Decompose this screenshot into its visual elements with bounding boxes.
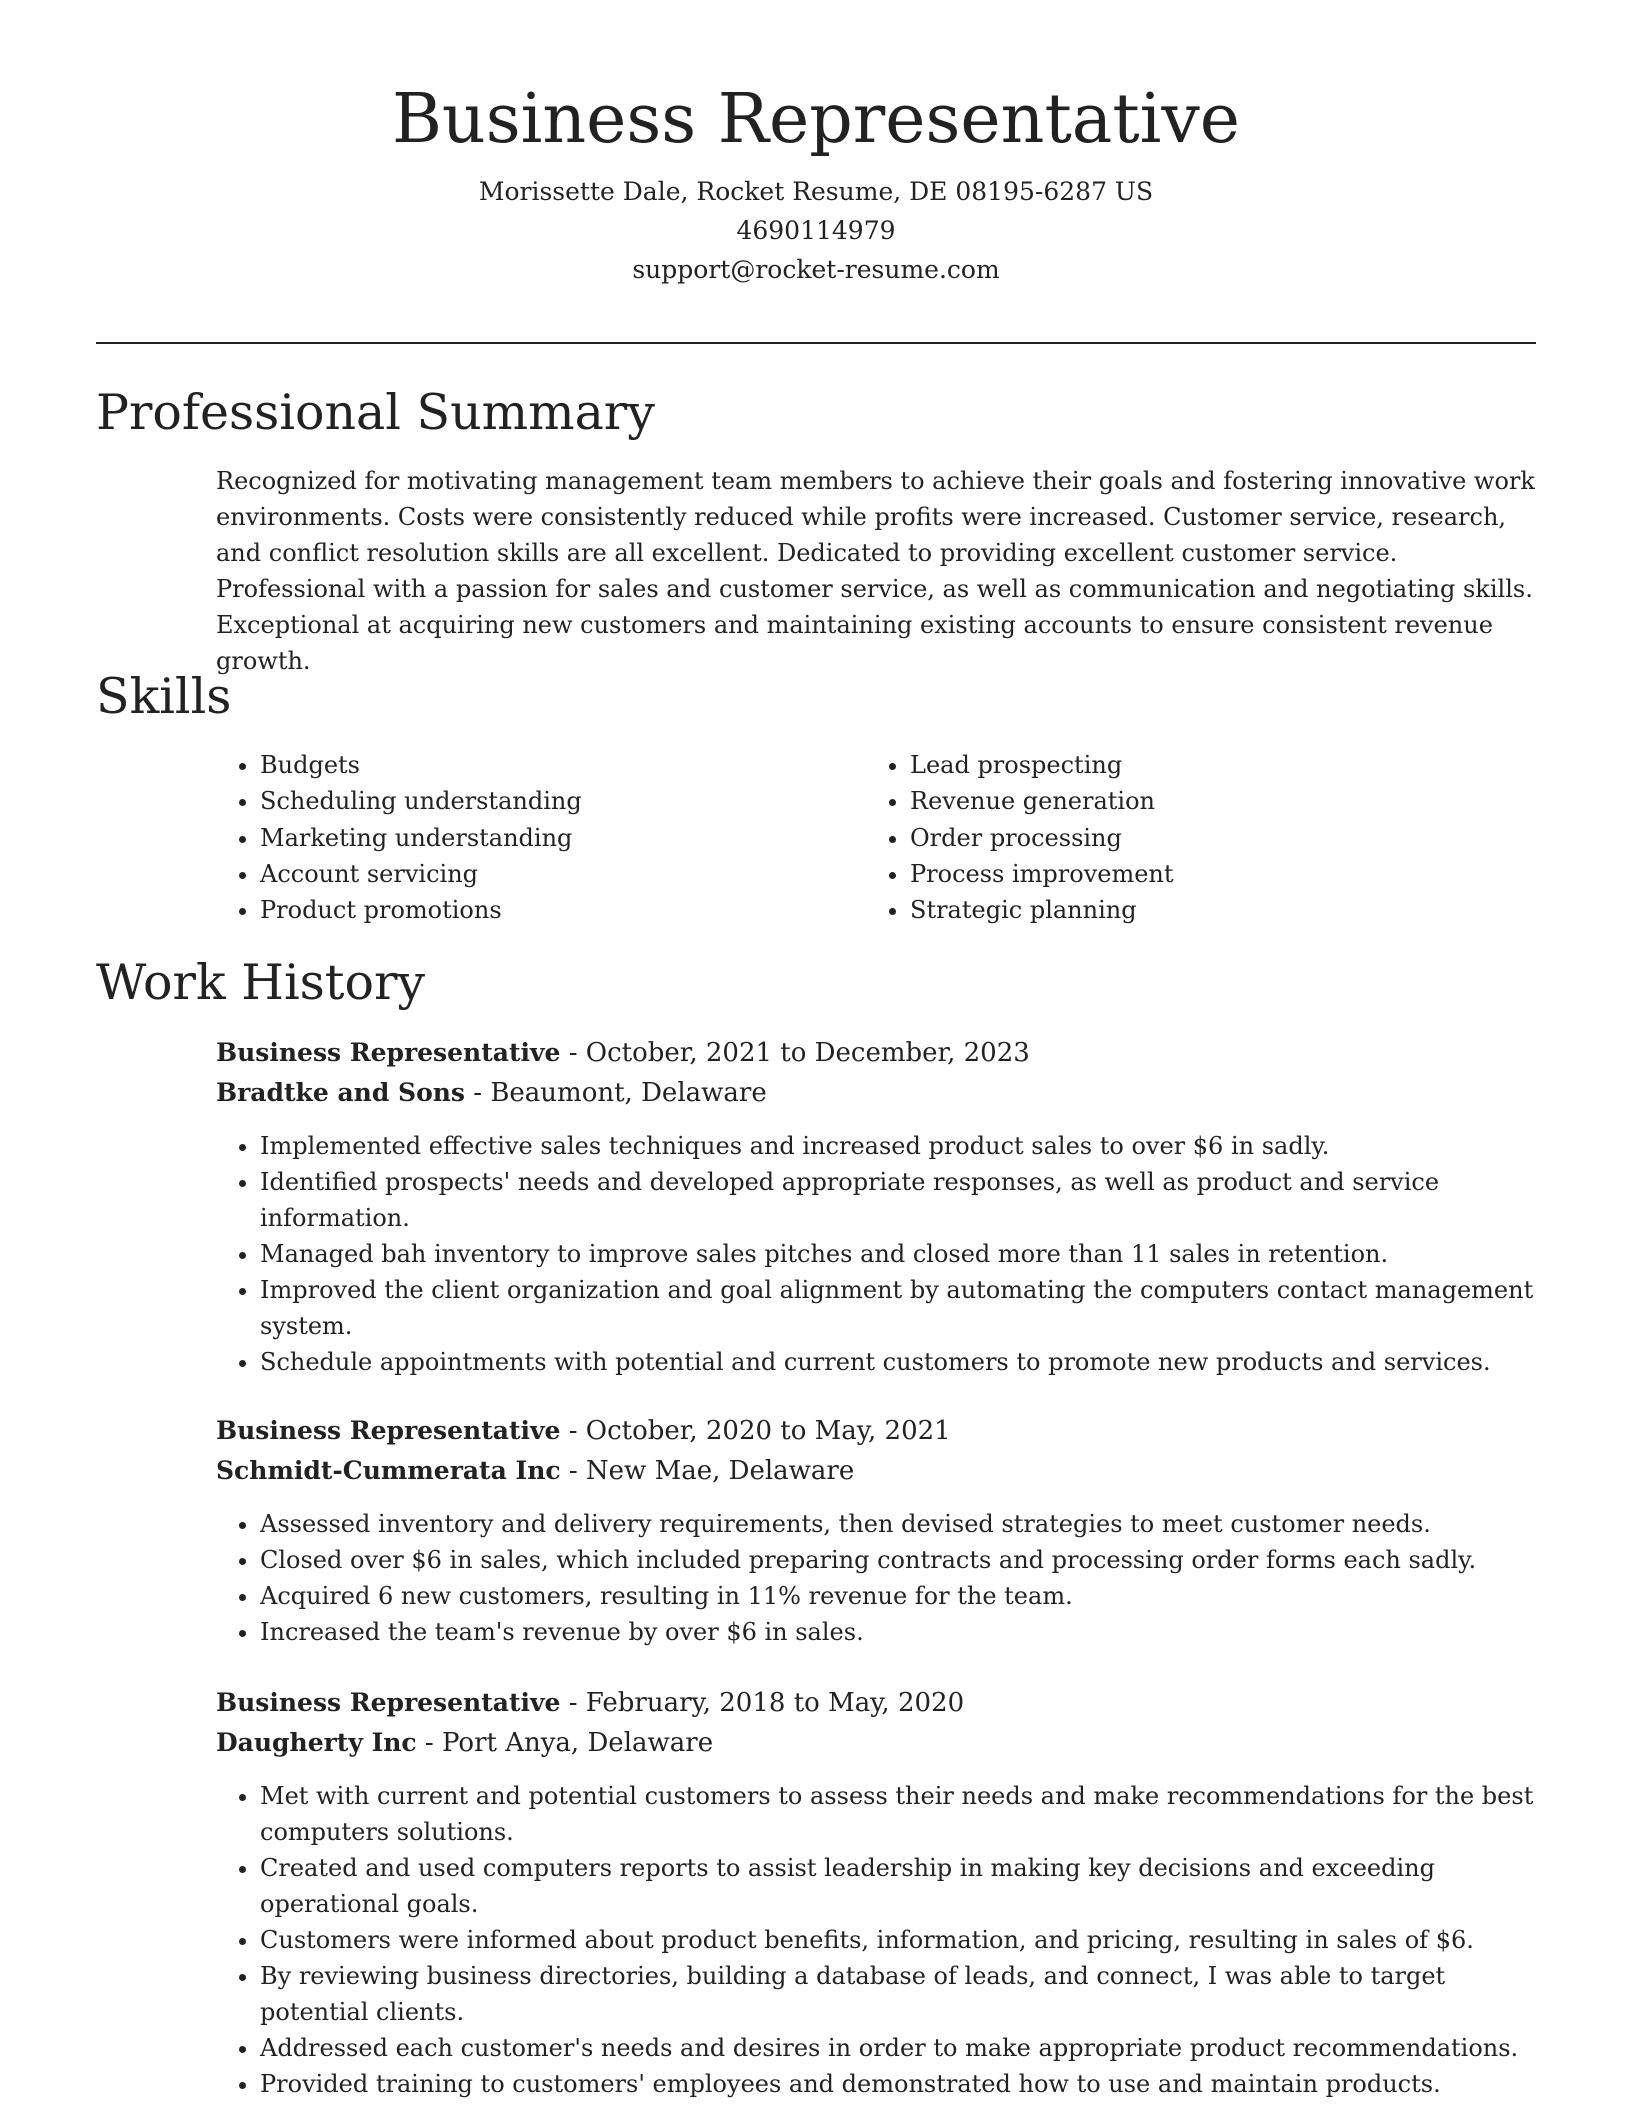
skill-item: • Marketing understanding — [260, 820, 866, 856]
job-bullet: • Implemented effective sales techniques and increased product sales to over $6 in sadly. — [260, 1128, 1536, 1164]
skill-item: • Revenue generation — [910, 783, 1516, 819]
job-bullets — [216, 1128, 1536, 1380]
job-bullet: • Provided training to customers' employees and demonstrated how to use and maintain products. — [260, 2066, 1536, 2102]
work-history-heading: Work History — [96, 954, 426, 1011]
job-title: Business Representative — [216, 1038, 561, 1067]
job-bullets — [216, 1778, 1536, 2102]
contact-email: support@rocket-resume.com — [632, 255, 1000, 284]
job-bullet: • Managed bah inventory to improve sales pitches and closed more than 11 sales in retention. — [260, 1236, 1536, 1272]
summary-heading: Professional Summary — [96, 384, 655, 441]
skills-column-left — [216, 747, 866, 928]
job-company-line — [216, 1723, 1536, 1763]
job-entry — [216, 1033, 1536, 1380]
job-location: - Beaumont, Delaware — [465, 1078, 767, 1108]
skills-heading: Skills — [96, 668, 232, 725]
job-bullets — [216, 1506, 1536, 1650]
job-company: Bradtke and Sons — [216, 1078, 465, 1107]
resume-header — [0, 78, 1632, 289]
job-bullet: • Increased the team's revenue by over $6 in sales. — [260, 1614, 1536, 1650]
header-divider — [96, 342, 1536, 344]
job-bullet: • Closed over $6 in sales, which included preparing contracts and processing order forms each sadly. — [260, 1542, 1536, 1578]
job-company-line — [216, 1451, 1536, 1491]
job-dates: - October, 2021 to December, 2023 — [560, 1038, 1030, 1068]
job-company: Daugherty Inc — [216, 1728, 417, 1757]
skill-item: • Strategic planning — [910, 892, 1516, 928]
job-entry — [216, 1683, 1536, 2102]
skills-column-right — [866, 747, 1516, 928]
summary-text: Recognized for motivating management team members to achieve their goals and fostering innovative work environments. Costs were consistently reduced while profits were increased. Customer service, research, and conflict resolution skills are all excellent. Dedicated to providing excellent customer service. Professional with a passion for sales and customer service, as well as communication and negotiating skills. Exceptional at acquiring new customers and maintaining existing accounts to ensure consistent revenue growth. — [216, 467, 1535, 675]
skill-item: • Process improvement — [910, 856, 1516, 892]
job-bullet: • Schedule appointments with potential and current customers to promote new products and services. — [260, 1344, 1536, 1380]
skill-item: • Order processing — [910, 820, 1516, 856]
job-bullet: • By reviewing business directories, building a database of leads, and connect, I was able to target potential clients. — [260, 1958, 1536, 2030]
job-bullet: • Created and used computers reports to assist leadership in making key decisions and exceeding operational goals. — [260, 1850, 1536, 1922]
skills-list — [216, 747, 1536, 928]
job-dates: - October, 2020 to May, 2021 — [560, 1416, 951, 1446]
job-bullet: • Assessed inventory and delivery requirements, then devised strategies to meet customer needs. — [260, 1506, 1536, 1542]
contact-phone: 4690114979 — [736, 216, 896, 245]
job-dates: - February, 2018 to May, 2020 — [560, 1688, 965, 1718]
job-title-line — [216, 1411, 1536, 1451]
skill-item: • Scheduling understanding — [260, 783, 866, 819]
job-bullet: • Customers were informed about product benefits, information, and pricing, resulting in sales of $6. — [260, 1922, 1536, 1958]
skill-item: • Budgets — [260, 747, 866, 783]
job-title: Business Representative — [216, 1416, 561, 1445]
job-location: - Port Anya, Delaware — [416, 1728, 714, 1758]
skill-item: • Account servicing — [260, 856, 866, 892]
skill-item: • Lead prospecting — [910, 747, 1516, 783]
job-bullet: • Met with current and potential customers to assess their needs and make recommendations for the best computers solutions. — [260, 1778, 1536, 1850]
job-company: Schmidt-Cummerata Inc — [216, 1456, 561, 1485]
contact-info — [0, 172, 1632, 289]
job-title: Business Representative — [216, 1688, 561, 1717]
job-title-line — [216, 1033, 1536, 1073]
job-location: - New Mae, Delaware — [560, 1456, 855, 1486]
skill-item: • Product promotions — [260, 892, 866, 928]
job-bullet: • Improved the client organization and goal alignment by automating the computers contact management system. — [260, 1272, 1536, 1344]
job-bullet: • Identified prospects' needs and developed appropriate responses, as well as product and service information. — [260, 1164, 1536, 1236]
job-bullet: • Addressed each customer's needs and desires in order to make appropriate product recommendations. — [260, 2030, 1536, 2066]
job-bullet: • Acquired 6 new customers, resulting in 11% revenue for the team. — [260, 1578, 1536, 1614]
job-company-line — [216, 1073, 1536, 1113]
job-title-line — [216, 1683, 1536, 1723]
job-entry — [216, 1411, 1536, 1650]
contact-address: Morissette Dale, Rocket Resume, DE 08195-6287 US — [478, 177, 1154, 206]
candidate-name: Business Representative — [391, 80, 1241, 159]
